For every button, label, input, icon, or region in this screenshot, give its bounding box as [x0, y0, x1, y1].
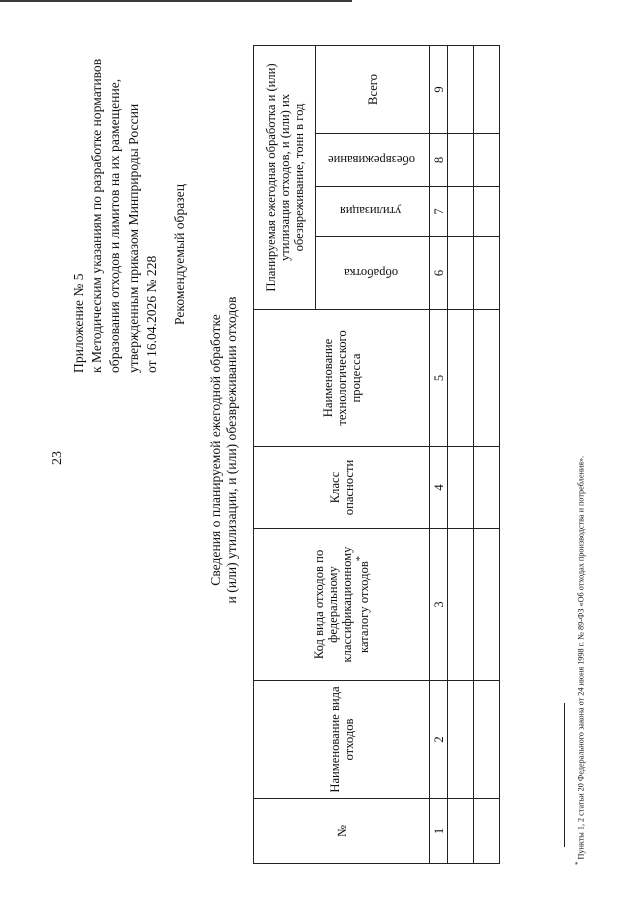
table-cell	[474, 681, 500, 799]
appendix-line-4: утвержденным приказом Минприроды России	[125, 103, 141, 373]
table-row	[448, 45, 474, 863]
document-title	[208, 295, 240, 605]
header-tech-process: Наименование технологического процесса	[254, 310, 430, 447]
table-cell	[474, 134, 500, 187]
header-planned-annual: Планируемая ежегодная обработка и (или) утилизация отходов, и (или) их обезвреживание, тонн в год	[254, 45, 316, 309]
header-waste-code-text: Код вида отходов по федеральному классификационному каталогу отходов	[311, 546, 372, 663]
appendix-line-1: Приложение № 5	[71, 273, 86, 373]
header-processing-text: обработка	[343, 266, 399, 280]
header-neutralization-text: обезвреживание	[327, 153, 415, 167]
header-waste-name: Наименование вида отходов	[254, 681, 430, 799]
table-cell	[448, 681, 474, 799]
table-cell	[474, 799, 500, 864]
table-cell	[448, 447, 474, 529]
table-cell	[448, 310, 474, 447]
footnote-text: Пункты 1, 2 статьи 20 Федерального закона от 24 июня 1998 г. № 89-ФЗ «Об отходах производства и потребления».	[576, 455, 586, 862]
header-waste-code	[254, 529, 430, 681]
column-number: 7	[430, 187, 448, 237]
appendix-line-5: от 16.04.2026 № 228	[143, 255, 159, 373]
appendix-header	[70, 59, 161, 373]
table-cell	[448, 134, 474, 187]
column-number: 9	[430, 45, 448, 133]
column-number: 6	[430, 237, 448, 310]
column-number-row	[430, 45, 448, 863]
recommended-sample-label: Рекомендуемый образец	[172, 184, 187, 325]
table-cell	[448, 237, 474, 310]
appendix-line-3: образования отходов и лимитов на их размещение,	[107, 78, 123, 373]
header-footnote-mark: *	[354, 555, 366, 562]
title-line-1: Сведения о планируемой ежегодной обработке	[208, 314, 223, 586]
table-cell	[448, 187, 474, 237]
table-cell	[474, 187, 500, 237]
header-neutralization	[316, 134, 430, 187]
header-total: Всего	[316, 45, 430, 133]
footnote	[575, 456, 586, 865]
header-hazard-class: Класс опасности	[254, 447, 430, 529]
waste-processing-table	[253, 45, 500, 864]
column-number: 4	[430, 447, 448, 529]
page-number: 23	[50, 451, 65, 465]
table-cell	[448, 529, 474, 681]
footnote-mark: *	[575, 861, 582, 865]
column-number: 5	[430, 310, 448, 447]
title-line-2: и (или) утилизации, и (или) обезвреживании отходов	[224, 296, 239, 604]
column-number: 8	[430, 134, 448, 187]
header-num: №	[254, 799, 430, 864]
table-cell	[474, 310, 500, 447]
footnote-divider	[564, 703, 565, 847]
appendix-line-2: к Методическим указаниям по разработке нормативов	[89, 58, 105, 373]
column-number: 1	[430, 799, 448, 864]
table-cell	[474, 45, 500, 133]
column-number: 3	[430, 529, 448, 681]
table-cell	[448, 45, 474, 133]
table-cell	[474, 529, 500, 681]
table-cell	[474, 447, 500, 529]
header-utilization-text: утилизация	[340, 204, 402, 219]
table-cell	[474, 237, 500, 310]
column-number: 2	[430, 681, 448, 799]
table-cell	[448, 799, 474, 864]
header-utilization	[316, 187, 430, 237]
table-row	[474, 45, 500, 863]
header-processing	[316, 237, 430, 310]
